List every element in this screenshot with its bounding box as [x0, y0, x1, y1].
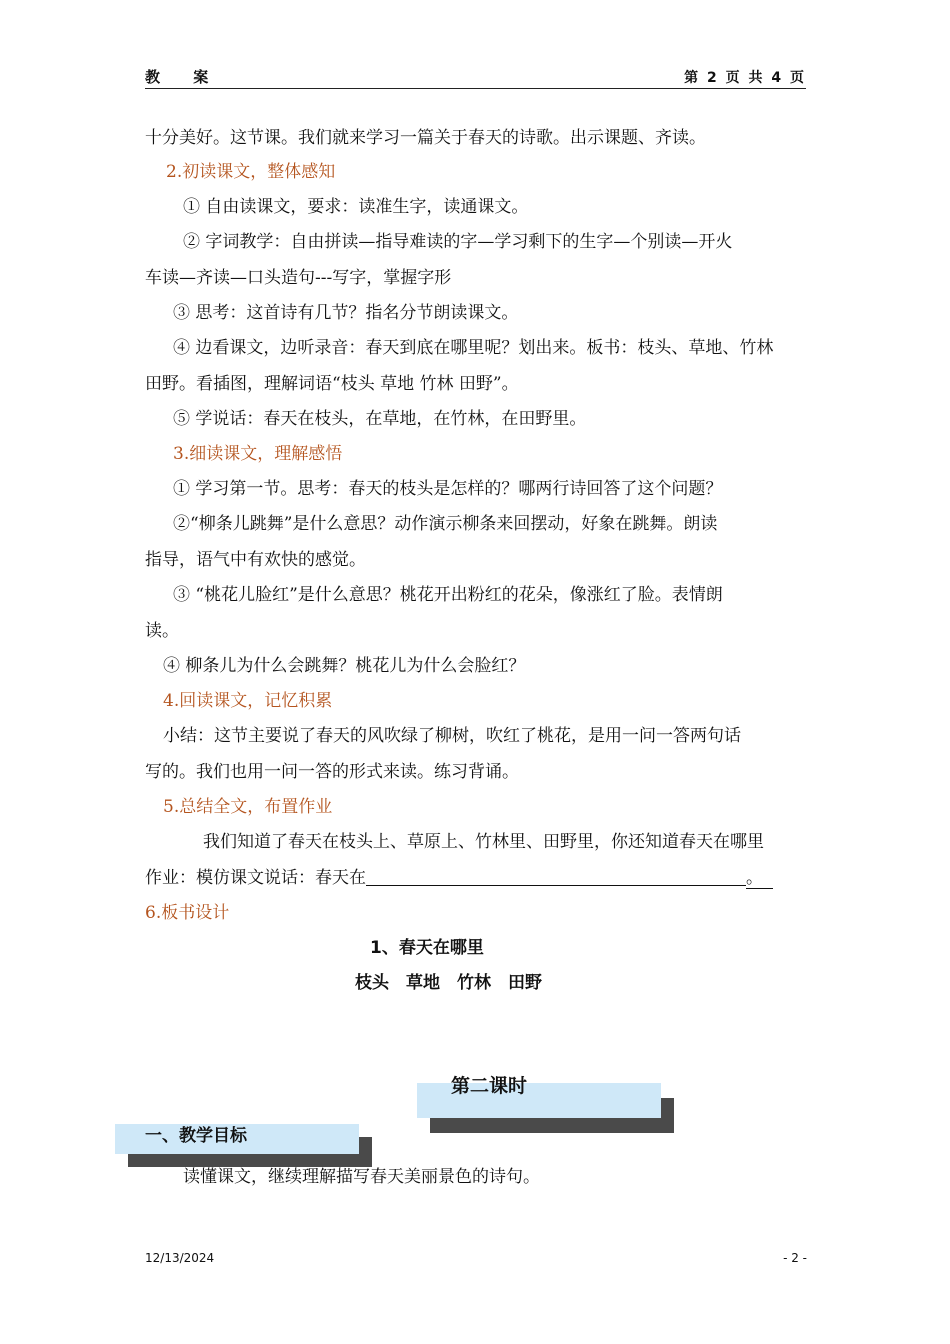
- text-line: ③ “桃花儿脸红”是什么意思？桃花开出粉红的花朵，像涨红了脸。表情朗: [173, 585, 723, 605]
- section-title: 一、教学目标: [145, 1126, 247, 1146]
- footer-date: 12/13/2024: [145, 1251, 215, 1265]
- section-heading: 6.板书设计: [145, 903, 230, 923]
- board-title: 1、春天在哪里: [370, 938, 484, 958]
- text-line: 指导，语气中有欢快的感觉。: [145, 550, 366, 570]
- section-heading: 3.细读课文，理解感悟: [173, 444, 343, 464]
- text-line: ③ 思考：这首诗有几节？指名分节朗读课文。: [173, 303, 519, 323]
- lesson-title: 第二课时: [451, 1075, 528, 1097]
- fill-in-blank: [366, 867, 746, 886]
- section-heading: 4.回读课文，记忆积累: [163, 691, 333, 711]
- text-line: ②“柳条儿跳舞”是什么意思？动作演示柳条来回摆动，好象在跳舞。朗读: [173, 514, 718, 534]
- homework-line: [145, 867, 773, 889]
- text-line: 读。: [145, 621, 179, 641]
- homework-end: 。: [746, 868, 773, 889]
- text-line: ① 学习第一节。思考：春天的枝头是怎样的？哪两行诗回答了这个问题？: [173, 479, 723, 499]
- text-line: ⑤ 学说话：春天在枝头，在草地，在竹林，在田野里。: [173, 409, 587, 429]
- text-line: 十分美好。这节课。我们就来学习一篇关于春天的诗歌。出示课题、齐读。: [145, 128, 706, 148]
- section-heading: 2.初读课文，整体感知: [166, 162, 336, 182]
- text-line: 写的。我们也用一问一答的形式来读。练习背诵。: [145, 762, 519, 782]
- text-line: ② 字词教学：自由拼读—指导难读的字—学习剩下的生字—个别读—开火: [183, 232, 733, 252]
- section-heading: 5.总结全文，布置作业: [163, 797, 333, 817]
- header-title: 教 案: [145, 68, 223, 86]
- text-line: ① 自由读课文，要求：读准生字，读通课文。: [183, 197, 529, 217]
- text-line: 我们知道了春天在枝头上、草原上、竹林里、田野里，你还知道春天在哪里: [203, 832, 764, 852]
- text-line: 车读—齐读—口头造句---写字，掌握字形: [145, 268, 452, 288]
- footer-page-number: - 2 -: [783, 1251, 807, 1265]
- page-header: [145, 64, 806, 89]
- header-page-count: 第 2 页 共 4 页: [684, 70, 806, 86]
- text-line: 读懂课文，继续理解描写春天美丽景色的诗句。: [183, 1167, 540, 1187]
- text-line: 小结：这节主要说了春天的风吹绿了柳树，吹红了桃花，是用一问一答两句话: [163, 726, 741, 746]
- text-line: 田野。看插图，理解词语“枝头 草地 竹林 田野”。: [145, 374, 519, 394]
- text-line: ④ 边看课文，边听录音：春天到底在哪里呢？划出来。板书：枝头、草地、竹林: [173, 338, 774, 358]
- board-items: 枝头 草地 竹林 田野: [355, 973, 542, 993]
- homework-text: 作业：模仿课文说话：春天在: [145, 868, 366, 888]
- text-line: ④ 柳条儿为什么会跳舞？桃花儿为什么会脸红？: [163, 656, 526, 676]
